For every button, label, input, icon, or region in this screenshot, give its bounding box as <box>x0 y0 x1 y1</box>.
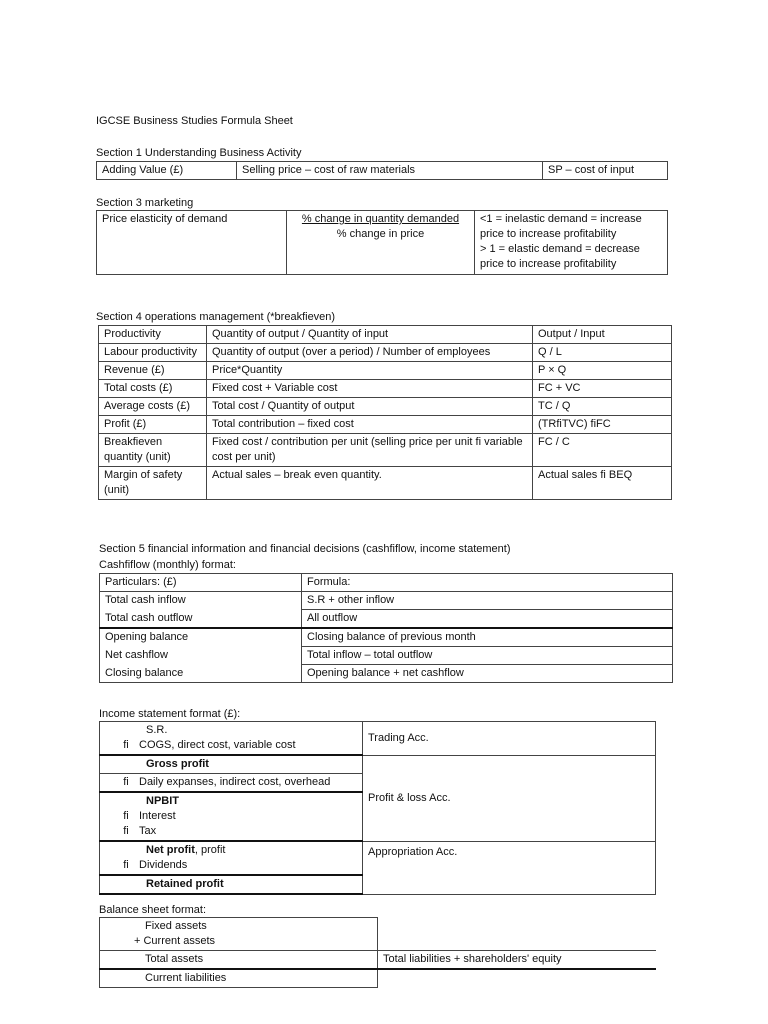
income-title: Income statement format (£): <box>99 708 241 720</box>
table-cell: Total cash outflow <box>100 610 302 629</box>
table-cell: Quantity of output (over a period) / Number of employees <box>207 344 533 362</box>
table-cell: S.R + other inflow <box>302 592 673 610</box>
table-cell: Margin of safety (unit) <box>99 467 207 500</box>
table-cell: Breakfieven quantity (unit) <box>99 434 207 467</box>
section3-table <box>96 210 668 275</box>
table-cell: Opening balance <box>100 628 302 647</box>
table-row <box>99 434 672 467</box>
table-cell: Formula: <box>302 574 673 592</box>
table-cell: (TRfiTVC) fiFC <box>533 416 672 434</box>
table-cell: Revenue (£) <box>99 362 207 380</box>
income-table <box>99 721 656 895</box>
table-row <box>99 398 672 416</box>
assets-block <box>100 918 378 951</box>
table-row <box>100 665 673 683</box>
total-assets: Total assets <box>100 951 378 970</box>
appropriation-label: Appropriation Acc. <box>363 841 656 894</box>
table-cell: Closing balance <box>100 665 302 683</box>
empty-cell <box>378 969 656 988</box>
table-row <box>100 755 656 774</box>
table-cell: Total inflow – total outflow <box>302 647 673 665</box>
net-profit-suffix: , profit <box>194 844 226 856</box>
table-cell: Quantity of output / Quantity of input <box>207 326 533 344</box>
minus-mark: fi <box>123 810 129 822</box>
balance-equation: Total liabilities + shareholders' equity <box>378 951 656 970</box>
table-row <box>100 969 656 988</box>
table-row <box>100 918 656 951</box>
net-profit: Net profit <box>146 844 195 856</box>
empty-cell <box>378 918 656 951</box>
retained-profit: Retained profit <box>100 875 363 894</box>
table-cell: Price*Quantity <box>207 362 533 380</box>
table-row <box>100 574 673 592</box>
cogs-line: COGS, direct cost, variable cost <box>139 739 296 751</box>
table-row <box>100 647 673 665</box>
section4-heading: Section 4 operations management (*breakfieven) <box>96 311 336 323</box>
minus-mark: fi <box>123 825 129 837</box>
table-row <box>100 841 656 875</box>
table-cell: Average costs (£) <box>99 398 207 416</box>
page-title: IGCSE Business Studies Formula Sheet <box>96 115 293 127</box>
table-row <box>97 211 668 275</box>
table-cell: SP – cost of input <box>543 162 668 180</box>
fixed-assets: Fixed assets <box>145 920 207 932</box>
daily-line <box>100 774 363 793</box>
balance-table <box>99 917 656 988</box>
table-cell: Fixed cost / contribution per unit (selling price per unit fi variable cost per unit) <box>207 434 533 467</box>
table-row <box>99 326 672 344</box>
table-row <box>99 344 672 362</box>
cashflow-title: Cashfiflow (monthly) format: <box>99 559 236 571</box>
table-row <box>100 628 673 647</box>
table-cell: Selling price – cost of raw materials <box>237 162 543 180</box>
daily-text: Daily expanses, indirect cost, overhead <box>139 776 331 788</box>
minus-mark: fi <box>123 859 129 871</box>
pl-label: Profit & loss Acc. <box>363 755 656 841</box>
npbit-line: NPBIT <box>146 795 179 807</box>
table-row <box>100 592 673 610</box>
sr-line: S.R. <box>146 724 168 736</box>
gross-profit: Gross profit <box>100 755 363 774</box>
table-cell: P × Q <box>533 362 672 380</box>
table-cell: Q / L <box>533 344 672 362</box>
table-row <box>99 416 672 434</box>
current-liabilities: Current liabilities <box>100 969 378 988</box>
tax-line: Tax <box>139 825 157 837</box>
table-cell: Total costs (£) <box>99 380 207 398</box>
interest-line: Interest <box>139 810 176 822</box>
table-row <box>97 162 668 180</box>
trading-label: Trading Acc. <box>363 722 656 756</box>
table-row <box>100 610 673 629</box>
table-cell: Actual sales fi BEQ <box>533 467 672 500</box>
table-cell: Total cost / Quantity of output <box>207 398 533 416</box>
balance-title: Balance sheet format: <box>99 904 207 916</box>
table-cell: TC / Q <box>533 398 672 416</box>
formula-numerator: % change in quantity demanded <box>301 213 460 225</box>
table-cell: Output / Input <box>533 326 672 344</box>
current-assets: + Current assets <box>134 935 216 947</box>
table-cell: FC + VC <box>533 380 672 398</box>
formula-denominator: % change in price <box>336 228 425 240</box>
elasticity-formula <box>287 211 475 275</box>
table-cell: Profit (£) <box>99 416 207 434</box>
table-cell: Opening balance + net cashflow <box>302 665 673 683</box>
table-cell: FC / C <box>533 434 672 467</box>
table-cell: Actual sales – break even quantity. <box>207 467 533 500</box>
table-cell: All outflow <box>302 610 673 629</box>
table-cell: Closing balance of previous month <box>302 628 673 647</box>
npbit-block <box>100 792 363 841</box>
section1-table <box>96 161 668 180</box>
table-row <box>100 722 656 756</box>
minus-mark: fi <box>123 776 129 788</box>
dividends-line: Dividends <box>139 859 188 871</box>
section5-heading: Section 5 financial information and financial decisions (cashfiflow, income statement) <box>99 543 511 555</box>
section1-heading: Section 1 Understanding Business Activity <box>96 147 302 159</box>
table-cell: Total contribution – fixed cost <box>207 416 533 434</box>
section3-heading: Section 3 marketing <box>96 197 194 209</box>
table-row <box>99 467 672 500</box>
minus-mark: fi <box>123 739 129 751</box>
table-cell: Productivity <box>99 326 207 344</box>
net-block <box>100 841 363 875</box>
table-cell: Labour productivity <box>99 344 207 362</box>
table-row <box>100 951 656 970</box>
table-row <box>99 362 672 380</box>
table-cell: Net cashflow <box>100 647 302 665</box>
note-line: price to increase profitability <box>480 228 617 240</box>
section4-table <box>98 325 672 500</box>
table-row <box>99 380 672 398</box>
table-cell: Adding Value (£) <box>97 162 237 180</box>
table-cell: Particulars: (£) <box>100 574 302 592</box>
table-cell: Total cash inflow <box>100 592 302 610</box>
table-cell: Fixed cost + Variable cost <box>207 380 533 398</box>
table-cell: Price elasticity of demand <box>97 211 287 275</box>
note-line: <1 = inelastic demand = increase <box>480 213 642 225</box>
elasticity-notes <box>475 211 668 275</box>
trading-block <box>100 722 363 756</box>
note-line: price to increase profitability <box>480 258 617 270</box>
note-line: > 1 = elastic demand = decrease <box>480 243 640 255</box>
cashflow-table <box>99 573 673 683</box>
